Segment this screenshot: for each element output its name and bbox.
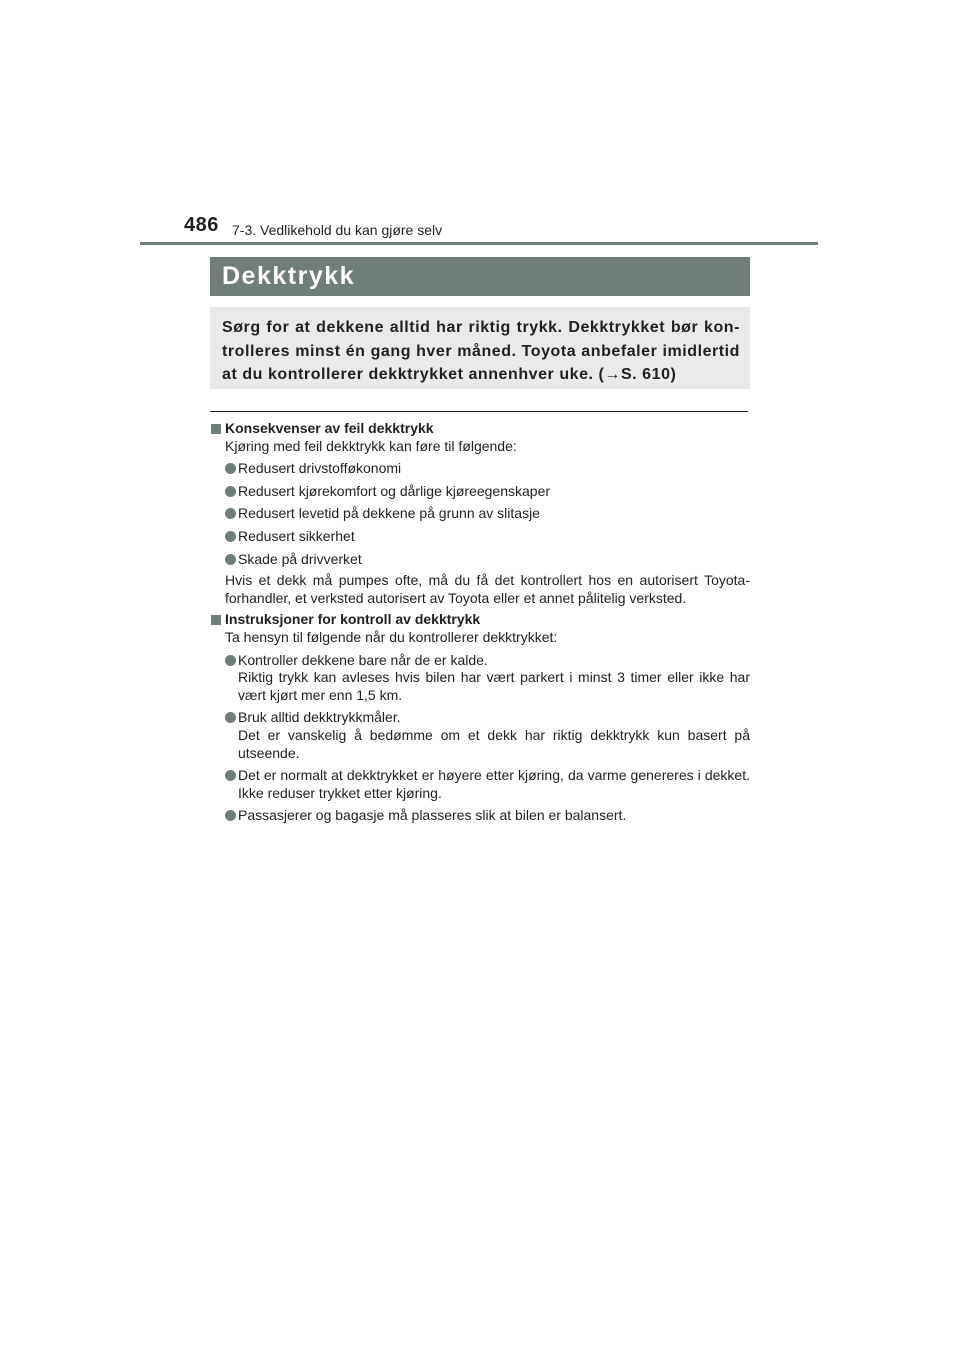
square-bullet-icon bbox=[211, 615, 221, 625]
list-item-text: Kontroller dekkene bare når de er kalde. bbox=[238, 651, 488, 668]
circle-bullet-icon bbox=[225, 486, 236, 497]
circle-bullet-icon bbox=[225, 810, 236, 821]
list-item bbox=[225, 460, 750, 478]
list-item-text: Det er normalt at dekktrykket er høyere etter kjøring, da varme genereres i dekket. Ikke reduser trykket etter kjøring. bbox=[238, 767, 750, 801]
circle-bullet-icon bbox=[225, 463, 236, 474]
intro-text: Sørg for at dekkene alltid har riktig trykk. Dekktrykket bør kon-trolleres minst én gang hver måned. Toyota anbefaler imidlertid at du kontrollerer dekktrykket annenhver uke. (→S. 610) bbox=[222, 319, 740, 383]
content-divider bbox=[210, 411, 748, 412]
list-item bbox=[225, 551, 750, 569]
circle-bullet-icon bbox=[225, 554, 236, 565]
square-bullet-icon bbox=[211, 424, 221, 434]
content bbox=[210, 420, 750, 825]
list-item bbox=[225, 807, 750, 825]
list-item-text: Redusert levetid på dekkene på grunn av slitasje bbox=[238, 505, 540, 522]
section-heading-text: Instruksjoner for kontroll av dekktrykk bbox=[225, 611, 481, 628]
circle-bullet-icon bbox=[225, 508, 236, 519]
list-item bbox=[225, 709, 750, 762]
list-item-text: Passasjerer og bagasje må plasseres slik at bilen er balansert. bbox=[238, 807, 627, 824]
circle-bullet-icon bbox=[225, 770, 236, 781]
list-item-text: Redusert kjørekomfort og dårlige kjøreegenskaper bbox=[238, 482, 551, 499]
list-item bbox=[225, 483, 750, 501]
intro-box bbox=[210, 307, 750, 389]
list-item-detail: Det er vanskelig å bedømme om et dekk har riktig dekktrykk kun basert på utseende. bbox=[238, 726, 750, 761]
circle-bullet-icon bbox=[225, 655, 236, 666]
list-item bbox=[225, 505, 750, 523]
list-item-text: Redusert drivstofføkonomi bbox=[238, 460, 402, 477]
list-item-text: Skade på drivverket bbox=[238, 550, 362, 567]
list-item bbox=[225, 767, 750, 802]
list-item-detail: Riktig trykk kan avleses hvis bilen har vært parkert i minst 3 timer eller ikke har vært kjørt mer enn 1,5 km. bbox=[238, 669, 750, 703]
list-item bbox=[225, 528, 750, 546]
page-title: Dekktrykk bbox=[222, 262, 356, 290]
section-lead: Kjøring med feil dekktrykk kan føre til følgende: bbox=[225, 437, 517, 454]
title-bar bbox=[210, 257, 750, 296]
list-item-text: Bruk alltid dekktrykkmåler. bbox=[238, 709, 401, 726]
page-number: 486 bbox=[184, 214, 219, 236]
list-item bbox=[225, 652, 750, 705]
section-closing: Hvis et dekk må pumpes ofte, må du få det kontrollert hos en autorisert Toyota-forhandler, et verksted autorisert av Toyota eller et annet pålitelig verksted. bbox=[225, 572, 750, 606]
circle-bullet-icon bbox=[225, 531, 236, 542]
section-heading-text: Konsekvenser av feil dekktrykk bbox=[225, 420, 434, 436]
section-lead: Ta hensyn til følgende når du kontrollerer dekktrykket: bbox=[225, 628, 558, 645]
section-breadcrumb: 7-3. Vedlikehold du kan gjøre selv bbox=[232, 222, 443, 238]
header-divider bbox=[140, 242, 818, 245]
section-heading-consequences bbox=[210, 420, 750, 438]
list-item-text: Redusert sikkerhet bbox=[238, 527, 355, 544]
section-heading-instructions bbox=[210, 611, 750, 629]
circle-bullet-icon bbox=[225, 712, 236, 723]
